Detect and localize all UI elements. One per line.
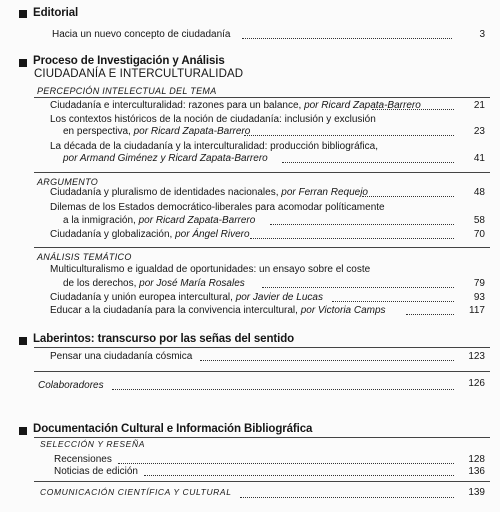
- toc-entry: [50, 229, 250, 241]
- dot-leader: [200, 360, 454, 361]
- toc-entry-text: Multiculturalismo e igualdad de oportunidades: un ensayo sobre el coste: [50, 264, 371, 275]
- section-bullet: [19, 427, 27, 435]
- toc-entry-author: por Javier de Lucas: [235, 292, 323, 303]
- page-number: 126: [468, 378, 485, 389]
- toc-entry-text: Dilemas de los Estados democrático-liberales para acomodar políticamente: [50, 202, 385, 213]
- subsection-label: PERCEPCIÓN INTELECTUAL DEL TEMA: [37, 86, 217, 96]
- toc-entry-text: en perspectiva,: [63, 126, 134, 137]
- page-number: 123: [468, 351, 485, 362]
- dot-leader: [282, 162, 454, 163]
- toc-entry-text: Hacia un nuevo concepto de ciudadanía: [52, 29, 231, 40]
- page-number: 58: [473, 215, 485, 226]
- toc-entry-text: Pensar una ciudadanía cósmica: [50, 351, 193, 362]
- laberintos-heading: Laberintos: transcurso por las señas del sentido: [33, 333, 295, 345]
- divider: [34, 97, 490, 98]
- toc-entry-author: por Ricard Zapata-Barrero: [304, 100, 421, 111]
- page-number: 93: [473, 292, 485, 303]
- dot-leader: [112, 389, 454, 390]
- dot-leader: [242, 38, 452, 39]
- dot-leader: [240, 497, 454, 498]
- documentacion-heading: Documentación Cultural e Información Bibliográfica: [33, 423, 313, 435]
- toc-entry-author: por Victoria Camps: [300, 305, 386, 316]
- dot-leader: [332, 301, 454, 302]
- divider: [34, 371, 490, 372]
- toc-entry: [63, 126, 250, 138]
- toc-entry: [50, 305, 386, 317]
- toc-entry-text: La década de la ciudadanía y la interculturalidad: producción bibliográfica,: [50, 141, 378, 152]
- page-number: 79: [473, 278, 485, 289]
- page-number: 41: [473, 153, 485, 164]
- divider: [34, 437, 490, 438]
- toc-entry-text: Ciudadanía y globalización,: [50, 229, 176, 240]
- divider: [34, 481, 490, 482]
- divider: [34, 247, 490, 248]
- dot-leader: [144, 475, 454, 476]
- toc-entry-text: Recensiones: [54, 454, 112, 465]
- page-number: 136: [468, 466, 485, 477]
- colaboradores-label: Colaboradores: [38, 380, 104, 391]
- page-number: 70: [473, 229, 485, 240]
- toc-entry-author: por Ricard Zapata-Barrero: [133, 126, 251, 137]
- dot-leader: [244, 135, 454, 136]
- toc-entry-text: Ciudadanía e interculturalidad: razones para un balance,: [50, 100, 305, 111]
- section-bullet: [19, 10, 27, 18]
- toc-entry-author: por José María Rosales: [139, 278, 245, 289]
- toc-entry-author: por Ferran Requejo: [281, 187, 368, 198]
- toc-entry: [50, 292, 323, 304]
- proceso-heading: Proceso de Investigación y Análisis: [33, 55, 225, 67]
- page-number: 128: [468, 454, 485, 465]
- dot-leader: [362, 196, 454, 197]
- dot-leader: [250, 238, 454, 239]
- divider: [34, 172, 490, 173]
- editorial-heading: Editorial: [33, 7, 79, 19]
- toc-entry-author: por Ricard Zapata-Barrero: [138, 215, 256, 226]
- dot-leader: [406, 314, 454, 315]
- toc-entry: [50, 100, 421, 112]
- page-number: 117: [469, 305, 485, 316]
- section-bullet: [19, 59, 27, 67]
- section-bullet: [19, 337, 27, 345]
- toc-entry-author: por Armand Giménez y Ricard Zapata-Barrero: [63, 153, 268, 164]
- page-number: 21: [473, 100, 485, 111]
- toc-entry-text: Educar a la ciudadanía para la convivencia intercultural,: [50, 305, 301, 316]
- proceso-subtitle: CIUDADANÍA E INTERCULTURALIDAD: [34, 68, 244, 80]
- toc-entry: [63, 278, 245, 290]
- page-number: 139: [468, 487, 485, 498]
- toc-entry-author: por Ángel Rivero: [175, 229, 250, 240]
- page-number: 3: [479, 29, 485, 40]
- divider: [34, 347, 490, 348]
- dot-leader: [270, 224, 454, 225]
- page-number: 48: [473, 187, 485, 198]
- dot-leader: [118, 463, 454, 464]
- subsection-label: SELECCIÓN Y RESEÑA: [40, 439, 145, 449]
- toc-entry-text: Ciudadanía y unión europea intercultural,: [50, 292, 236, 303]
- toc-entry-text: Ciudadanía y pluralismo de identidades nacionales,: [50, 187, 282, 198]
- toc-entry: [50, 187, 368, 199]
- subsection-label: ANÁLISIS TEMÁTICO: [37, 252, 132, 262]
- subsection-label: COMUNICACIÓN CIENTÍFICA Y CULTURAL: [40, 487, 232, 497]
- toc-entry-text: de los derechos,: [63, 278, 140, 289]
- dot-leader: [262, 287, 454, 288]
- toc-entry-text: Los contextos históricos de la noción de ciudadanía: inclusión y exclusión: [50, 114, 376, 125]
- subsection-label: ARGUMENTO: [37, 177, 99, 187]
- toc-entry-text: Noticias de edición: [54, 466, 138, 477]
- toc-entry-text: a la inmigración,: [63, 215, 139, 226]
- page-number: 23: [473, 126, 485, 137]
- dot-leader: [372, 109, 454, 110]
- toc-entry: [63, 215, 255, 227]
